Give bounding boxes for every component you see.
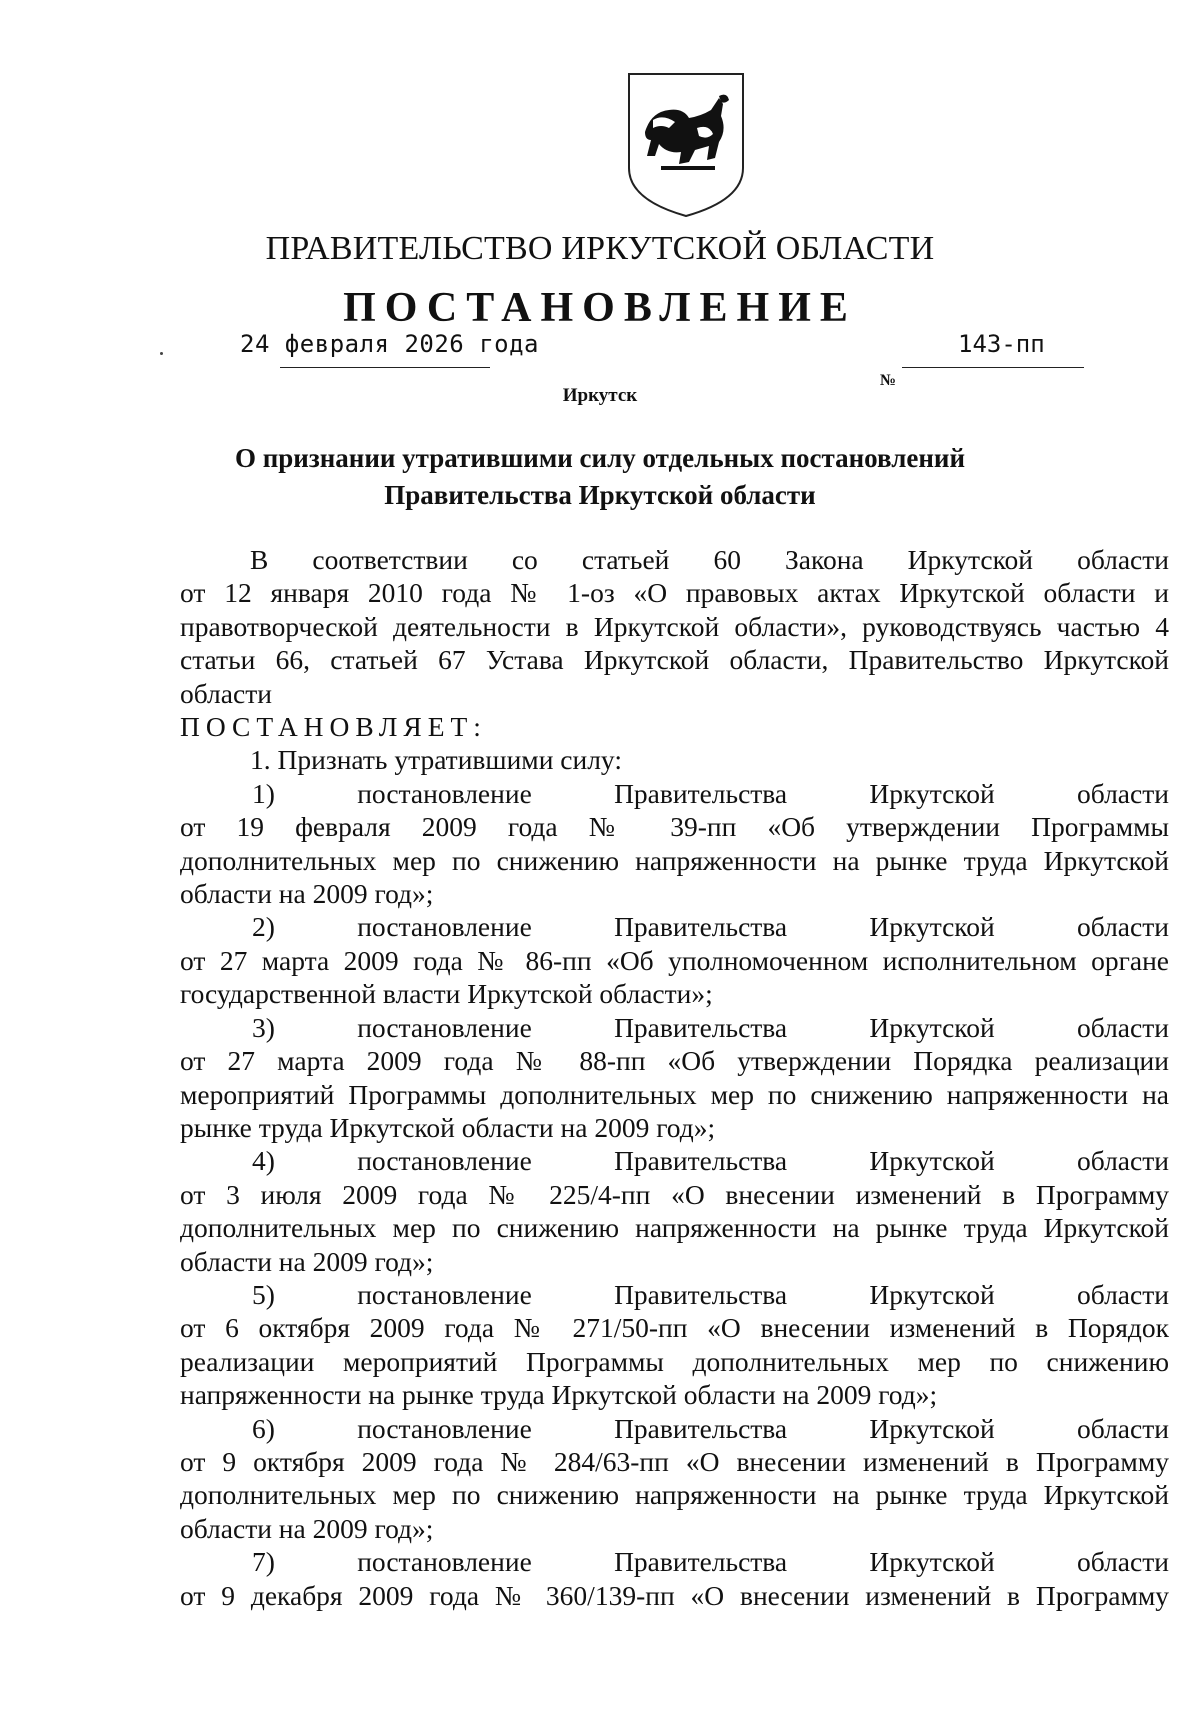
list-item-word: Правительства [614,1546,788,1578]
list-item-line: дополнительных мер по снижению напряженности на рынке труда Иркутской [180,844,1169,876]
list-item-word: Правительства [614,911,788,943]
date-underline [280,367,490,368]
list-item-word: постановление [357,1546,532,1578]
list-item-line: государственной власти Иркутской области»; [180,978,713,1010]
list-item-line: от 19 февраля 2009 года № 39-пп «Об утверждении Программы [180,811,1169,843]
list-item-line: реализации мероприятий Программы дополнительных мер по снижению [180,1345,1169,1377]
list-item-word: области [1077,1278,1169,1310]
list-item-word: области [1077,911,1169,943]
decree-body [180,543,1169,1612]
list-item [180,1144,1169,1278]
list-item-word: области [1077,1412,1169,1444]
irkutsk-coat-of-arms-icon [623,70,749,218]
list-item-word: Иркутской [869,1412,995,1444]
number-sign: № [880,372,897,389]
list-item-line: области на 2009 год»; [180,1245,434,1277]
list-item-word: постановление [357,1278,532,1310]
list-item-word: области [1077,777,1169,809]
list-item-heading [180,910,1169,943]
list-item [180,1011,1169,1145]
decree-date: 24 февраля 2026 года [240,330,539,358]
list-item-line: от 9 декабря 2009 года № 360/139-пп «О внесении изменений в Программу [180,1579,1169,1611]
list-item-word: Иркутской [869,911,995,943]
list-item-line: области на 2009 год»; [180,878,434,910]
resolves-heading: ПОСТАНОВЛЯЕТ: [180,711,487,743]
list-item [180,1412,1169,1546]
list-item-word: постановление [357,1145,532,1177]
list-item-line: мероприятий Программы дополнительных мер по снижению напряженности на [180,1078,1169,1110]
repealed-acts-list [180,777,1169,1612]
list-item-word: области [1077,1011,1169,1043]
list-item-word: Иркутской [869,1546,995,1578]
list-item-word: области [1077,1546,1169,1578]
list-item-word: постановление [357,1011,532,1043]
list-item [180,1278,1169,1412]
list-item-line: дополнительных мер по снижению напряженности на рынке труда Иркутской [180,1212,1169,1244]
number-underline [902,367,1084,368]
list-item-word: Иркутской [869,777,995,809]
decree-subject [0,440,1200,514]
list-item-line: от 3 июля 2009 года № 225/4-пп «О внесении изменений в Программу [180,1178,1169,1210]
government-title: ПРАВИТЕЛЬСТВО ИРКУТСКОЙ ОБЛАСТИ [265,230,935,267]
list-item-line: напряженности на рынке труда Иркутской области на 2009 год»; [180,1379,938,1411]
document-type-title: ПОСТАНОВЛЕНИЕ [343,285,857,331]
list-item-word: Иркутской [869,1278,995,1310]
list-item-line: от 27 марта 2009 года № 88-пп «Об утверждении Порядка реализации [180,1045,1169,1077]
list-item-word: Иркутской [869,1011,995,1043]
list-item [180,910,1169,1010]
list-item-word: Правительства [614,1011,788,1043]
list-item-number: 7) [252,1546,275,1578]
list-item-number: 3) [252,1011,275,1043]
list-item-number: 6) [252,1412,275,1444]
preamble-line: области [180,677,272,709]
decree-number: 143-пп [958,330,1045,358]
list-item-line: области на 2009 год»; [180,1512,434,1544]
list-item-word: Иркутской [869,1145,995,1177]
list-item-heading [180,777,1169,810]
list-item [180,777,1169,911]
list-item-word: постановление [357,777,532,809]
list-item-line: от 9 октября 2009 года № 284/63-пп «О внесении изменений в Программу [180,1445,1169,1477]
list-item-heading [180,1278,1169,1311]
list-item-heading [180,1545,1169,1578]
list-item-word: постановление [357,1412,532,1444]
point-1-heading: 1. Признать утратившими силу: [250,744,622,776]
preamble-line: от 12 января 2010 года № 1-оз «О правовых актах Иркутской области и [180,577,1169,609]
list-item-word: области [1077,1145,1169,1177]
list-item-word: Правительства [614,1412,788,1444]
list-item-number: 2) [252,911,275,943]
list-item-word: Правительства [614,777,788,809]
list-item-line: рынке труда Иркутской области на 2009 год»; [180,1111,716,1143]
list-item-number: 1) [252,777,275,809]
preamble-line: В соответствии со статьей 60 Закона Иркутской области [250,544,1169,575]
list-item-line: от 27 марта 2009 года № 86-пп «Об уполномоченном исполнительном органе [180,944,1169,976]
list-item-number: 4) [252,1145,275,1177]
list-item-word: Правительства [614,1278,788,1310]
list-item-word: постановление [357,911,532,943]
list-item-heading [180,1144,1169,1177]
list-item-line: от 6 октября 2009 года № 271/50-пп «О внесении изменений в Порядок [180,1312,1169,1344]
list-item-heading [180,1412,1169,1445]
list-item-line: дополнительных мер по снижению напряженности на рынке труда Иркутской [180,1479,1169,1511]
subject-line: Правительства Иркутской области [384,480,816,510]
scan-mark [160,352,163,355]
list-item-word: Правительства [614,1145,788,1177]
list-item-number: 5) [252,1278,275,1310]
preamble-line: правотворческой деятельности в Иркутской области», руководствуясь частью 4 [180,610,1169,642]
list-item-heading [180,1011,1169,1044]
preamble-line: статьи 66, статьей 67 Устава Иркутской области, Правительство Иркутской [180,644,1169,676]
list-item [180,1545,1169,1612]
subject-line: О признании утратившими силу отдельных постановлений [234,443,966,473]
city-name: Иркутск [562,385,638,406]
